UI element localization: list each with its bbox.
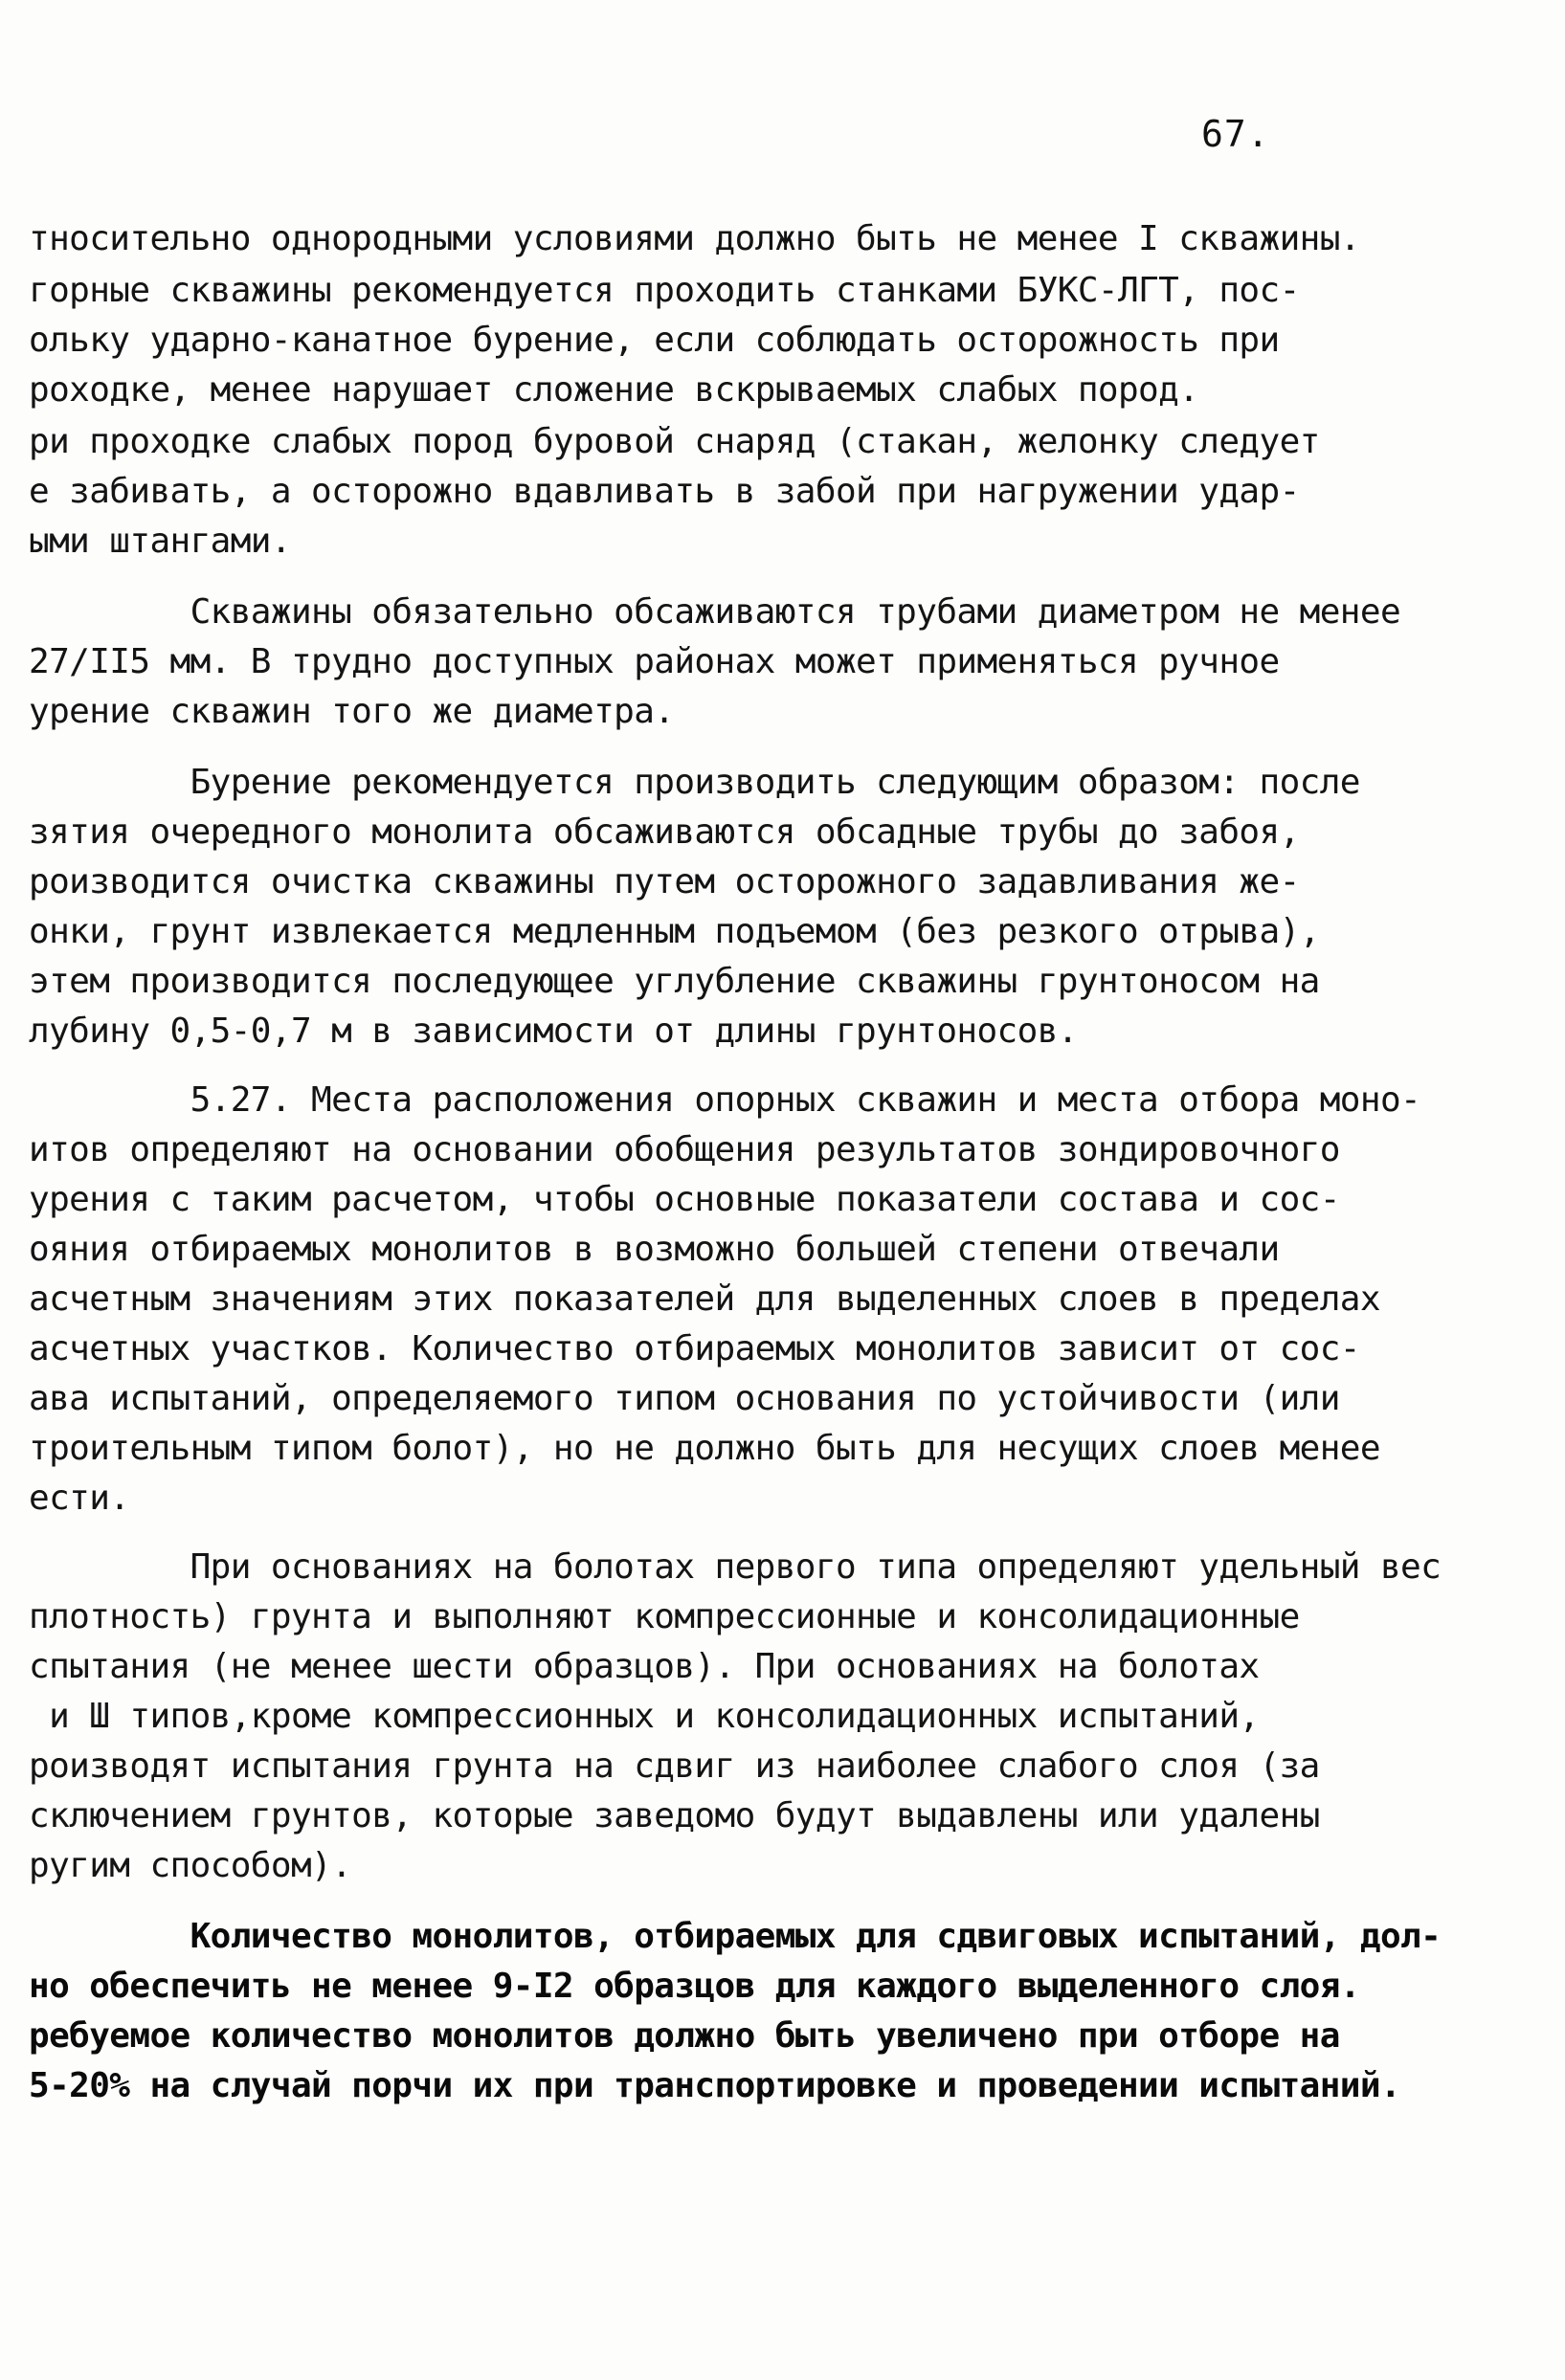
text-line: итов определяют на основании обобщения результатов зондировочного [29, 1130, 1340, 1169]
text-line: роизводится очистка скважины путем осторожного задавливания же- [29, 862, 1300, 901]
text-line: урения с таким расчетом, чтобы основные показатели состава и сос- [29, 1180, 1340, 1219]
text-line: роизводят испытания грунта на сдвиг из наиболее слабого слоя (за [29, 1746, 1320, 1786]
text-line: Бурение рекомендуется производить следующим образом: после [29, 763, 1360, 802]
text-line: этем производится последующее углубление скважины грунтоносом на [29, 962, 1320, 1001]
text-line: урение скважин того же диаметра. [29, 692, 675, 731]
text-line: сключением грунтов, которые заведомо будут выдавлены или удалены [29, 1796, 1320, 1835]
text-line: ава испытаний, определяемого типом основания по устойчивости (или [29, 1379, 1340, 1418]
text-line: ыми штангами. [29, 522, 291, 561]
text-line: ребуемое количество монолитов должно быть увеличено при отборе на [29, 2016, 1340, 2056]
text-line: зятия очередного монолита обсаживаются обсадные трубы до забоя, [29, 812, 1300, 852]
text-line: плотность) грунта и выполняют компрессионные и консолидационные [29, 1597, 1300, 1636]
text-line: троительным типом болот), но не должно быть для несущих слоев менее [29, 1429, 1380, 1468]
text-line: асчетным значениям этих показателей для выделенных слоев в пределах [29, 1279, 1380, 1319]
text-line: ольку ударно-канатное бурение, если соблюдать осторожность при [29, 321, 1280, 360]
page-number: 67. [1201, 113, 1270, 155]
text-line: Количество монолитов, отбираемых для сдвиговых испытаний, дол- [29, 1917, 1442, 1956]
text-line: тносительно однородными условиями должно быть не менее I скважины. [29, 219, 1360, 258]
text-line: При основаниях на болотах первого типа определяют удельный вес [29, 1547, 1442, 1587]
text-line: Скважины обязательно обсаживаются трубами диаметром не менее [29, 592, 1401, 632]
text-line: горные скважины рекомендуется проходить станками БУКС-ЛГТ, пос- [29, 271, 1300, 310]
text-line: е забивать, а осторожно вдавливать в забой при нагружении удар- [29, 472, 1300, 511]
text-line: ояния отбираемых монолитов в возможно большей степени отвечали [29, 1230, 1280, 1269]
text-line: онки, грунт извлекается медленным подъемом (без резкого отрыва), [29, 912, 1320, 951]
text-line: роходке, менее нарушает сложение вскрываемых слабых пород. [29, 370, 1199, 410]
text-line: 5-20% на случай порчи их при транспортировке и проведении испытаний. [29, 2066, 1401, 2105]
text-line: ри проходке слабых пород буровой снаряд (стакан, желонку следует [29, 422, 1320, 461]
text-line: 27/II5 мм. В трудно доступных районах может применяться ручное [29, 642, 1280, 681]
text-line: 5.27. Места расположения опорных скважин и места отбора моно- [29, 1080, 1421, 1120]
text-line: но обеспечить не менее 9-I2 образцов для каждого выделенного слоя. [29, 1967, 1360, 2006]
text-line: асчетных участков. Количество отбираемых монолитов зависит от сос- [29, 1329, 1360, 1368]
text-line: спытания (не менее шести образцов). При основаниях на болотах [29, 1647, 1260, 1686]
text-line: лубину 0,5-0,7 м в зависимости от длины грунтоносов. [29, 1012, 1078, 1051]
text-line: и Ш типов,кроме компрессионных и консолидационных испытаний, [29, 1697, 1260, 1736]
text-line: ести. [29, 1479, 130, 1518]
text-line: ругим способом). [29, 1846, 352, 1885]
